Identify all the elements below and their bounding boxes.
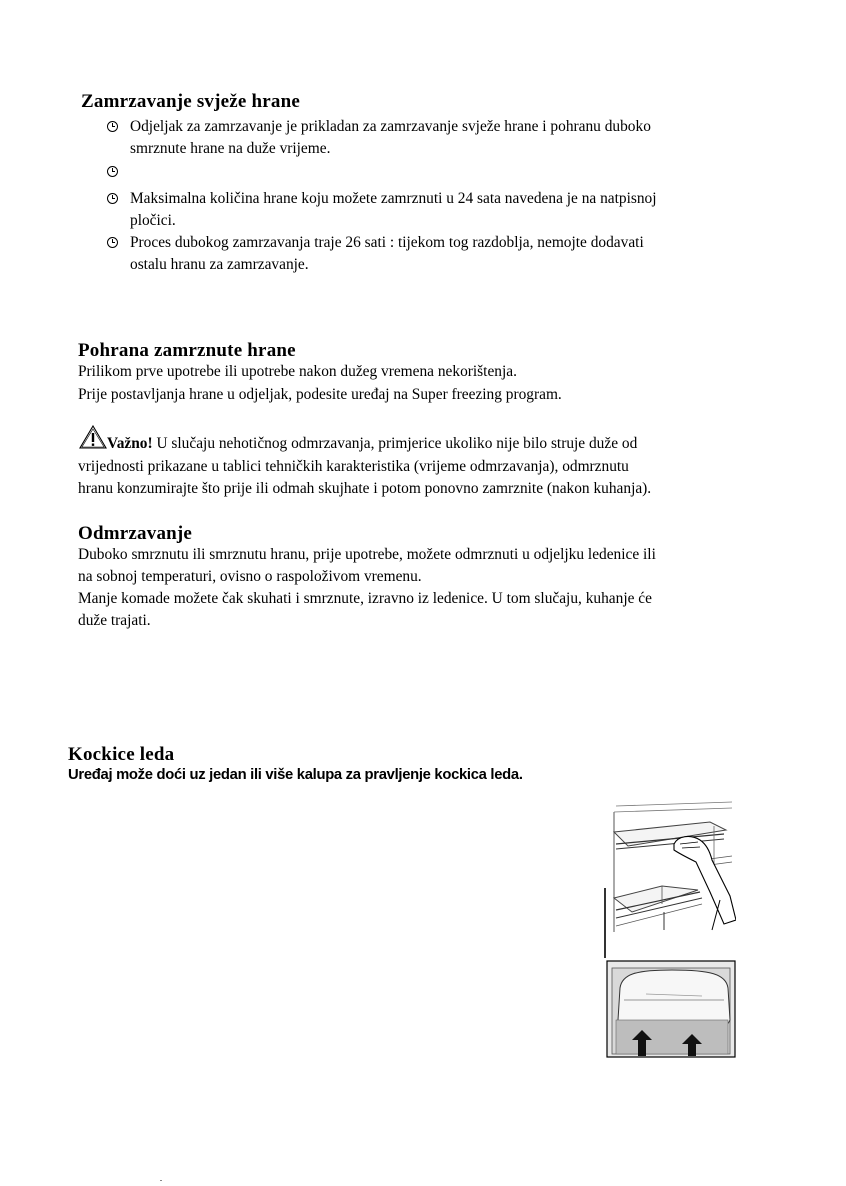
heading-thawing: Odmrzavanje	[78, 523, 193, 544]
warning-line: vrijednosti prikazane u tablici tehničkih karakteristika (vrijeme odmrzavanja), odmrznutu	[78, 458, 629, 475]
list-item-text: Odjeljak za zamrzavanje je prikladan za zamrzavanje svježe hrane i pohranu duboko	[130, 118, 651, 135]
heading-ice: Kockice leda	[68, 744, 175, 765]
paragraph-line: Prije postavljanja hrane u odjeljak, podesite uređaj na Super freezing program.	[78, 386, 562, 403]
paragraph-line: Uređaj može doći uz jedan ili više kalupa za pravljenje kockica leda.	[68, 767, 523, 783]
heading-freezing: Zamrzavanje svježe hrane	[81, 91, 301, 112]
warning-line: hranu konzumirajte što prije ili odmah skujhate i potom ponovno zamrznite (nakon kuhanja).	[78, 480, 652, 497]
warning-triangle-icon	[79, 425, 107, 449]
page-mark	[160, 1180, 162, 1181]
paragraph-line: Prilikom prve upotrebe ili upotrebe nakon dužeg vremena nekorištenja.	[78, 363, 517, 380]
timer-icon	[107, 237, 118, 248]
warning-label: Važno!	[107, 435, 153, 452]
paragraph-line: duže trajati.	[78, 612, 151, 629]
timer-icon	[107, 121, 118, 132]
shelf-illustration	[602, 800, 736, 960]
heading-storage: Pohrana zamrznute hrane	[78, 340, 296, 361]
timer-icon	[107, 193, 118, 204]
paragraph-line: na sobnoj temperaturi, ovisno o raspoloživom vremenu.	[78, 568, 422, 585]
warning-line: Važno! U slučaju nehotičnog odmrzavanja, primjerice ukoliko nije bilo struje duže od	[107, 435, 638, 452]
paragraph-line: Duboko smrznutu ili smrznutu hranu, prije upotrebe, možete odmrznuti u odjeljku ledenice ili	[78, 546, 656, 563]
timer-icon	[107, 166, 118, 177]
freezer-drawer-illustration	[606, 960, 736, 1058]
paragraph-line: Manje komade možete čak skuhati i smrznute, izravno iz ledenice. U tom slučaju, kuhanje će	[78, 590, 652, 607]
